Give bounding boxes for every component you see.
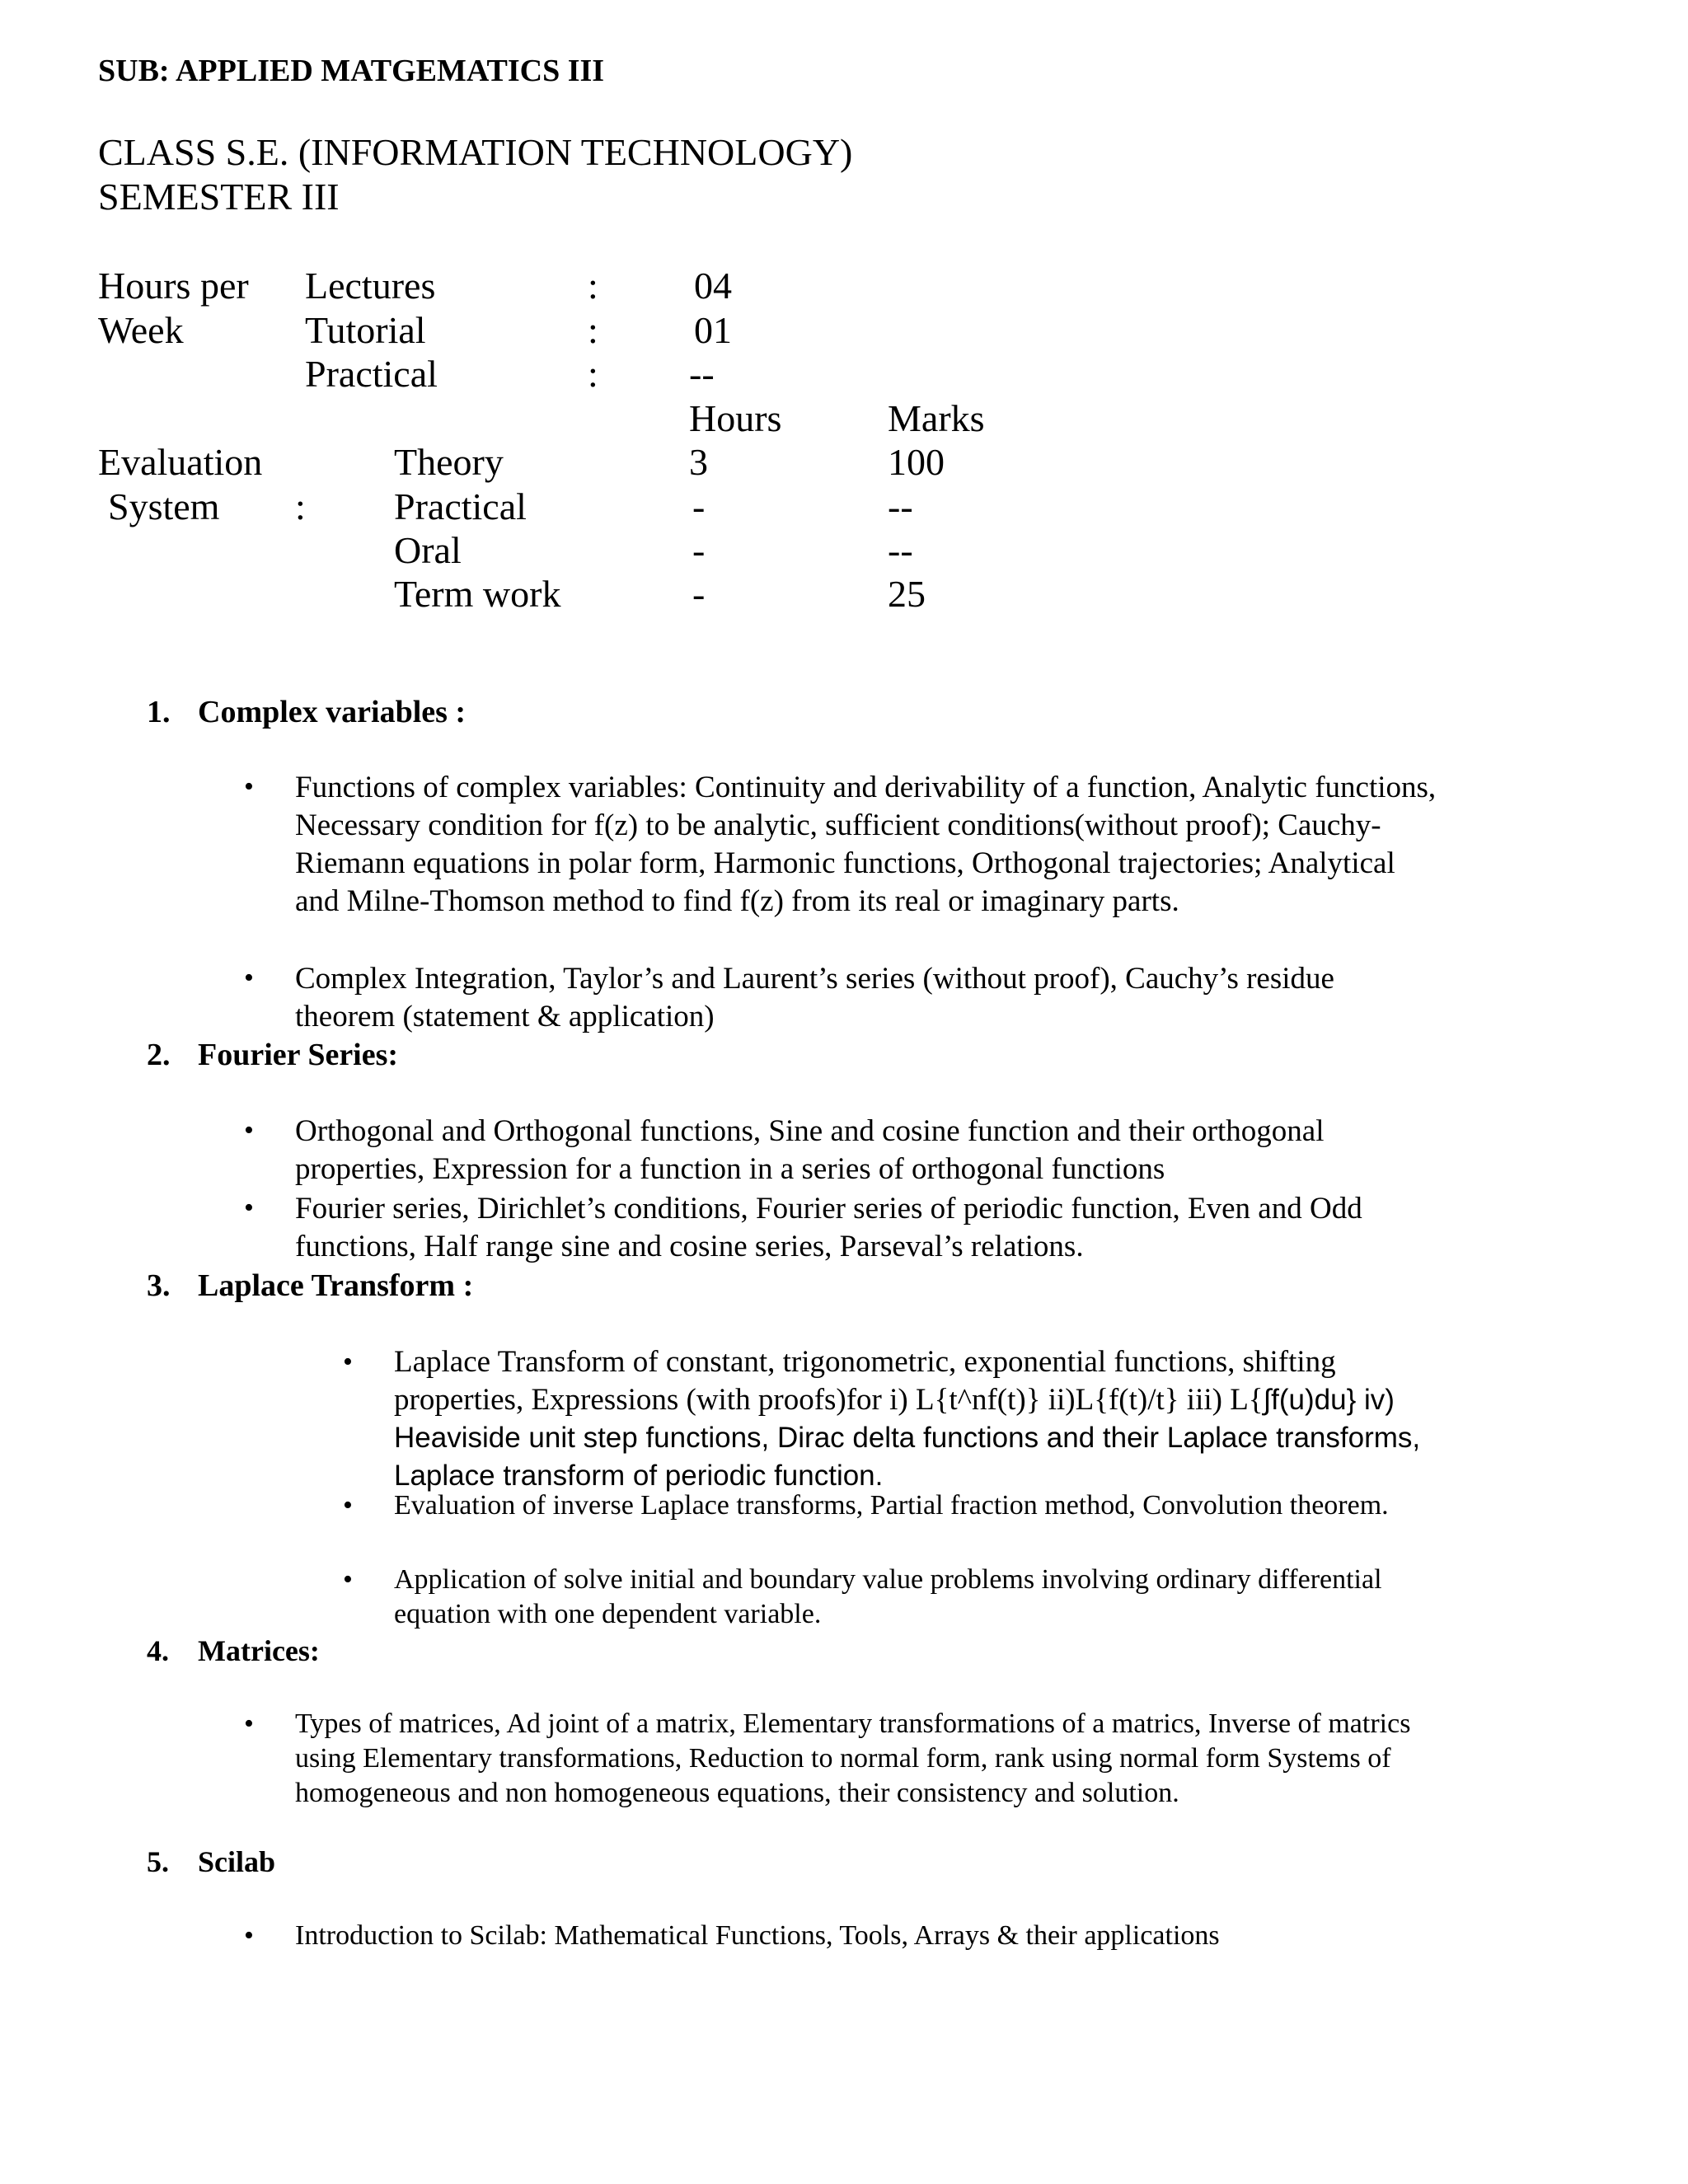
bullet-icon: • xyxy=(244,1708,254,1739)
section-number: 4. xyxy=(147,1634,169,1667)
list-item: Introduction to Scilab: Mathematical Functions, Tools, Arrays & their applications xyxy=(295,1920,1220,1951)
bullet-icon: • xyxy=(244,1115,254,1146)
bullet-icon: • xyxy=(343,1347,353,1377)
tutorial-label: Tutorial xyxy=(305,309,426,351)
list-item: Orthogonal and Orthogonal functions, Sine and cosine function and their orthogonal properties, Expression for a function in a series of orthogonal functions xyxy=(295,1114,1325,1186)
evaluation-colon: : xyxy=(295,485,306,527)
bullet-icon: • xyxy=(244,1193,254,1223)
termwork-marks: 25 xyxy=(888,573,926,615)
termwork-label: Term work xyxy=(394,573,561,615)
subject-title: SUB: APPLIED MATGEMATICS III xyxy=(98,54,605,88)
theory-marks: 100 xyxy=(888,441,945,483)
theory-hours: 3 xyxy=(689,441,708,483)
list-item: Fourier series, Dirichlet’s conditions, Fourier series of periodic function, Even and Odd functions, Half range sine and cosine series, Parseval’s relations. xyxy=(295,1192,1362,1263)
section-number: 3. xyxy=(147,1268,171,1303)
section-title: Scilab xyxy=(198,1845,276,1878)
list-item: Evaluation of inverse Laplace transforms, Partial fraction method, Convolution theorem. xyxy=(394,1490,1389,1521)
bullet-icon: • xyxy=(343,1564,353,1595)
list-item xyxy=(394,1343,1441,1495)
hours-label-1: Hours per xyxy=(98,265,249,307)
col-hours-header: Hours xyxy=(689,397,782,439)
lectures-label: Lectures xyxy=(305,265,436,307)
col-marks-header: Marks xyxy=(888,397,985,439)
laplace-item-sans-part: ∫f(u)du} iv) Heaviside unit step functions, Dirac delta functions and their Laplace transforms, Laplace transform of periodic function. xyxy=(394,1384,1421,1492)
list-item: Functions of complex variables: Continuity and derivability of a function, Analytic functions, Necessary condition for f(z) to be analytic, sufficient conditions(without proof); Cauchy-Riemann equations in polar form, Harmonic functions, Orthogonal trajectories; Analytical and Milne-Thomson method to find f(z) from its real or imaginary parts. xyxy=(295,771,1437,918)
bullet-icon: • xyxy=(244,963,254,993)
theory-label: Theory xyxy=(394,441,504,483)
lectures-value: 04 xyxy=(694,265,732,307)
bullet-icon: • xyxy=(343,1490,353,1521)
practical-value: -- xyxy=(689,353,715,395)
bullet-icon: • xyxy=(244,771,254,802)
practical-label: Practical xyxy=(305,353,438,395)
section-title: Matrices: xyxy=(198,1634,320,1667)
list-item: Complex Integration, Taylor’s and Laurent’s series (without proof), Cauchy’s residue theorem (statement & application) xyxy=(295,962,1334,1033)
termwork-hours: - xyxy=(692,573,706,615)
oral-marks: -- xyxy=(888,529,913,571)
oral-label: Oral xyxy=(394,529,462,571)
tutorial-colon: : xyxy=(588,309,598,351)
class-title: CLASS S.E. (INFORMATION TECHNOLOGY) xyxy=(98,131,853,173)
eval-practical-marks: -- xyxy=(888,485,913,527)
laplace-item-serif-part: Laplace Transform of constant, trigonometric, exponential functions, shifting properties, Expressions (with proofs)for i) L{t^nf(t)} ii)L{f(t)/t} iii) L{ xyxy=(394,1345,1336,1417)
evaluation-label-2: System xyxy=(108,485,220,527)
section-title: Laplace Transform : xyxy=(198,1268,474,1303)
tutorial-value: 01 xyxy=(694,309,732,351)
hours-label-2: Week xyxy=(98,309,184,351)
bullet-icon: • xyxy=(244,1920,254,1951)
section-number: 5. xyxy=(147,1845,169,1878)
section-title: Fourier Series: xyxy=(198,1038,399,1072)
section-title: Complex variables : xyxy=(198,695,467,729)
practical-colon: : xyxy=(588,353,598,395)
section-number: 2. xyxy=(147,1038,171,1072)
list-item: Application of solve initial and boundary value problems involving ordinary differential equation with one dependent variable. xyxy=(394,1564,1382,1629)
lectures-colon: : xyxy=(588,265,598,307)
section-number: 1. xyxy=(147,695,171,729)
list-item: Types of matrices, Ad joint of a matrix, Elementary transformations of a matrics, Inverse of matrics using Elementary transformations, Reduction to normal form, rank using normal form Systems of homogeneous and non homogeneous equations, their consistency and solution. xyxy=(295,1708,1411,1808)
semester-title: SEMESTER III xyxy=(98,176,340,218)
evaluation-label-1: Evaluation xyxy=(98,441,263,483)
oral-hours: - xyxy=(692,529,706,571)
eval-practical-hours: - xyxy=(692,485,706,527)
eval-practical-label: Practical xyxy=(394,485,527,527)
